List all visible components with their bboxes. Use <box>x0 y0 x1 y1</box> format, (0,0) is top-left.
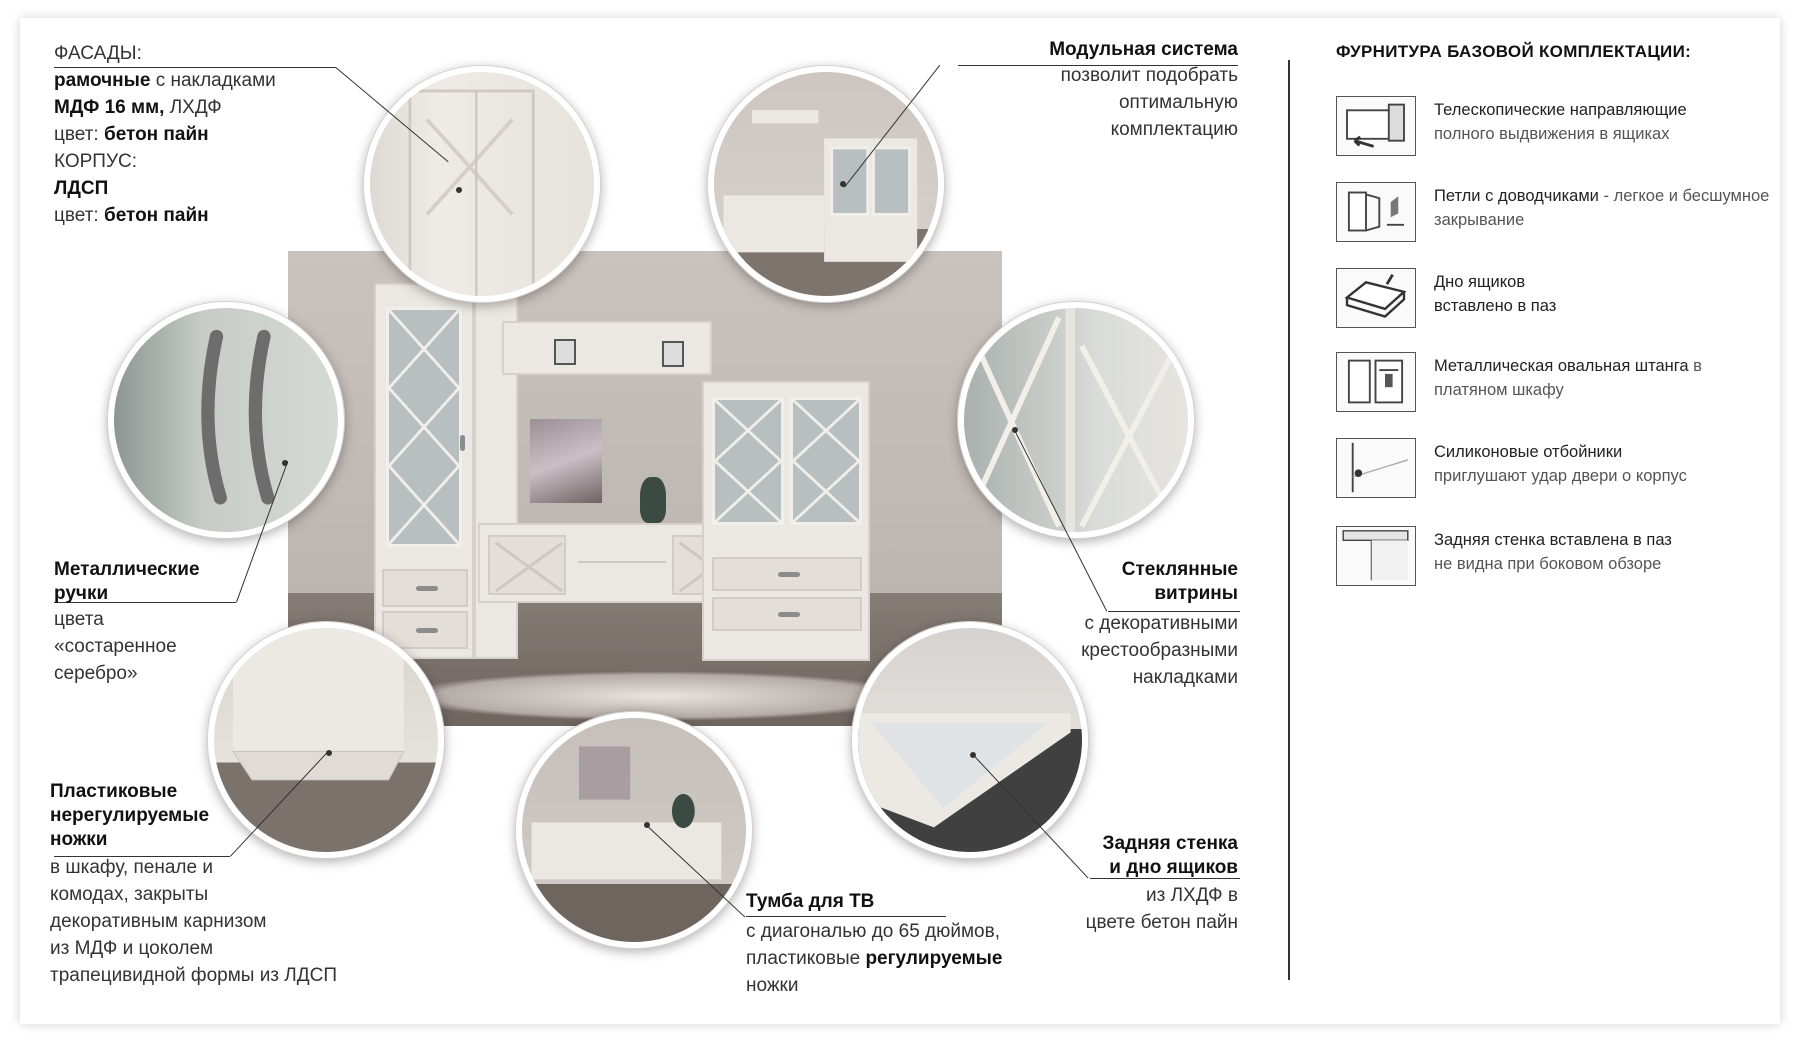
column-divider <box>1288 60 1290 980</box>
feature-item: Петли с доводчиками - легкое и бесшумное закрывание <box>1336 182 1776 246</box>
body-color: бетон пайн <box>103 205 209 226</box>
metal-handles-circle <box>108 302 344 538</box>
facades-frame-type: рамочные <box>54 70 151 91</box>
legs-block: Пластиковые нерегулируемые ножки в шкафу, пенале и комодах, закрыты декоративным карнизом из МДФ и цоколем трапецивидной формы из ЛДСП <box>50 781 338 986</box>
cabinet-drawer <box>712 557 862 591</box>
body-material: ЛДСП <box>54 178 109 199</box>
feature-item: Силиконовые отбойники приглушают удар двери о корпус <box>1336 438 1776 502</box>
hardware-title: ФУРНИТУРА БАЗОВОЙ КОМПЛЕКТАЦИИ: <box>1336 42 1692 61</box>
picture-frame <box>662 341 684 367</box>
feature-item: Металлическая овальная штанга в платяном шкафу <box>1336 352 1776 416</box>
bumper-icon <box>1336 438 1416 498</box>
back-block: Задняя стенка и дно ящиков из ЛХДФ в цвете бетон пайн <box>1000 832 1238 936</box>
modular-system-circle <box>708 66 944 302</box>
back-title: Задняя стенка <box>1102 833 1238 854</box>
picture-frame <box>554 339 576 365</box>
glass-door <box>712 397 784 525</box>
drawer-bottom-icon <box>1336 268 1416 328</box>
feature-item: Дно ящиков вставлено в паз <box>1336 268 1776 332</box>
body-label: КОРПУС: <box>54 151 138 172</box>
tv-block: Тумба для ТВ с диагональю до 65 дюймов, пластиковые регулируемые ножки <box>746 891 1003 996</box>
feature-item: Телескопические направляющие полного выдвижения в ящиках <box>1336 96 1776 160</box>
modular-block: Модульная система позволит подобрать оптимальную комплектацию <box>960 38 1238 143</box>
facades-label: ФАСАДЫ: <box>54 43 142 64</box>
tv-stand-circle <box>516 712 752 948</box>
modular-title: Модульная система <box>1049 39 1238 60</box>
facades-color: бетон пайн <box>103 124 209 145</box>
glass-door <box>386 307 462 547</box>
tv-stand-door <box>488 535 566 595</box>
handles-title: Металлические <box>54 559 200 580</box>
facades-material: МДФ 16 мм, <box>54 97 165 118</box>
legs-title: Пластиковые <box>50 781 178 802</box>
handles-block: Металлические ручки цвета «состаренное серебро» <box>54 559 200 684</box>
hinge-icon <box>1336 182 1416 242</box>
cabinet-drawer <box>382 569 468 607</box>
glass-block: Стеклянные витрины с декоративными крестообразными накладками <box>1000 558 1238 691</box>
tall-glass-cabinet <box>374 283 474 659</box>
telescopic-slide-icon <box>1336 96 1416 156</box>
cabinet-drawer <box>712 597 862 631</box>
wardrobe-rod-icon <box>1336 352 1416 412</box>
vase <box>640 477 666 523</box>
glass-door <box>790 397 862 525</box>
glass-title: Стеклянные <box>1121 559 1238 580</box>
facade-detail-circle <box>364 66 600 302</box>
open-shelf <box>578 561 666 563</box>
tv-title: Тумба для ТВ <box>746 891 875 912</box>
wall-art <box>530 419 602 503</box>
feature-item: Задняя стенка вставлена в паз не видна при боковом обзоре <box>1336 526 1776 590</box>
facades-block: ФАСАДЫ: рамочные с накладками МДФ 16 мм, ЛХДФ цвет: бетон пайн КОРПУС: ЛДСП цвет: бетон пайн <box>54 40 276 229</box>
glass-display-cabinet <box>702 381 870 661</box>
back-panel-icon <box>1336 526 1416 586</box>
glass-showcase-circle <box>958 302 1194 538</box>
